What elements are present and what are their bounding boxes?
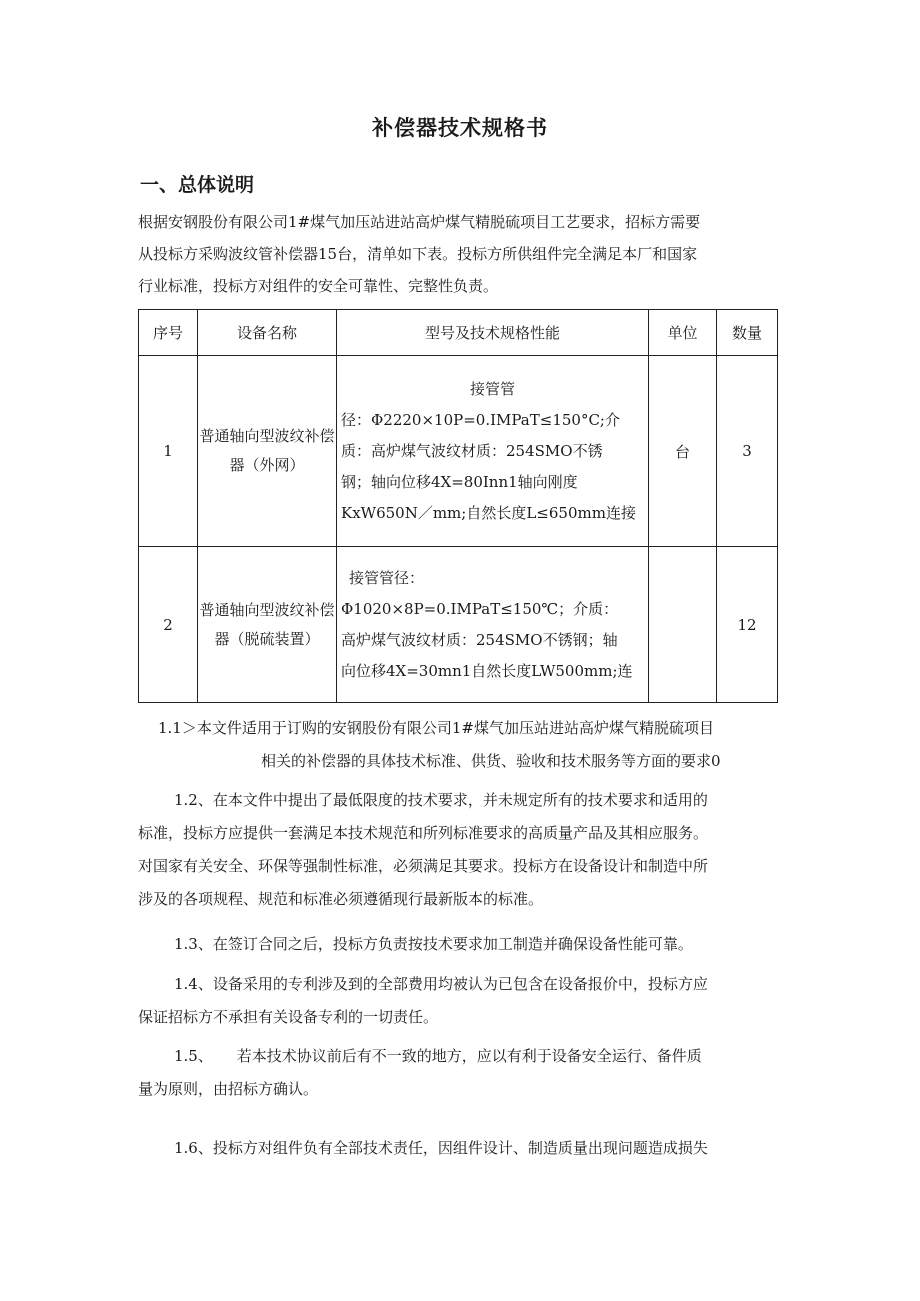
intro-paragraph	[138, 206, 792, 302]
clause-1-2	[138, 784, 794, 916]
clause-line: 标准，投标方应提供一套满足本技术规范和所列标准要求的高质量产品及其相应服务。	[138, 824, 709, 842]
table-row	[139, 547, 778, 703]
clause-1-3	[138, 928, 794, 961]
cell-unit	[649, 547, 717, 703]
clause-line: 1.6、投标方对组件负有全部技术责任，因组件设计、制造质量出现问题造成损失	[174, 1139, 708, 1157]
clause-line: 1.4、设备采用的专利涉及到的全部费用均被认为已包含在设备报价中，投标方应	[174, 975, 708, 993]
cell-qty: 12	[717, 547, 778, 703]
clause-line: 1.1＞本文件适用于订购的安钢股份有限公司1#煤气加压站进站高炉煤气精脱硫项目	[158, 719, 714, 737]
section-heading: 一、总体说明	[140, 174, 255, 196]
clause-line: 1.3、在签订合同之后，投标方负责按技术要求加工制造并确保设备性能可靠。	[174, 935, 693, 953]
spec-line: Φ1020×8P=0.IMPaT≤150℃；介质：	[341, 599, 619, 618]
spec-line: 接管管	[469, 379, 515, 398]
clause-1-1	[138, 712, 794, 778]
spec-line: 质：高炉煤气波纹材质：254SMO不锈	[341, 441, 603, 460]
header-name: 设备名称	[198, 310, 337, 356]
header-qty: 数量	[717, 310, 778, 356]
clause-line: 保证招标方不承担有关设备专利的一切责任。	[138, 1008, 439, 1026]
cell-name: 普通轴向型波纹补偿器（外网）	[198, 356, 337, 547]
clause-1-5	[138, 1040, 794, 1106]
header-no: 序号	[139, 310, 198, 356]
cell-spec	[337, 356, 649, 547]
spec-line: 径：Φ2220×10P=0.IMPaT≤150°C;介	[341, 410, 620, 429]
clause-line: 量为原则，由招标方确认。	[138, 1080, 319, 1098]
cell-qty: 3	[717, 356, 778, 547]
clause-line: 涉及的各项规程、规范和标准必须遵循现行最新版本的标准。	[138, 890, 544, 908]
cell-spec	[337, 547, 649, 703]
intro-line: 从投标方采购波纹管补偿器15台，清单如下表。投标方所供组件完全满足本厂和国家	[138, 245, 698, 263]
spec-line: 高炉煤气波纹材质：254SMO不锈钢；轴	[341, 630, 618, 649]
cell-name: 普通轴向型波纹补偿器（脱硫装置）	[198, 547, 337, 703]
clause-1-4	[138, 968, 794, 1034]
page-title: 补偿器技术规格书	[372, 116, 548, 140]
spec-line: 向位移4X=30mn1自然长度LW500mm;连	[341, 661, 633, 680]
clause-line: 1.5、 若本技术协议前后有不一致的地方，应以有利于设备安全运行、备件质	[174, 1047, 702, 1065]
spec-line: 接管管径：	[349, 568, 425, 587]
header-spec: 型号及技术规格性能	[337, 310, 649, 356]
intro-line: 根据安钢股份有限公司1#煤气加压站进站高炉煤气精脱硫项目工艺要求，招标方需要	[138, 213, 701, 231]
spec-line: 钢；轴向位移4X=80Inn1轴向刚度	[341, 472, 578, 491]
clause-1-6	[138, 1132, 794, 1165]
spec-line: KxW650N／mm;自然长度L≤650mm连接	[341, 503, 636, 522]
table-row	[139, 356, 778, 547]
cell-no: 1	[139, 356, 198, 547]
intro-line: 行业标准，投标方对组件的安全可靠性、完整性负责。	[138, 277, 499, 295]
clause-line: 对国家有关安全、环保等强制性标准，必须满足其要求。投标方在设备设计和制造中所	[138, 857, 709, 875]
equipment-table	[138, 309, 778, 703]
header-unit: 单位	[649, 310, 717, 356]
clause-line: 1.2、在本文件中提出了最低限度的技术要求，并未规定所有的技术要求和适用的	[174, 791, 708, 809]
clause-line: 相关的补偿器的具体技术标准、供货、验收和技术服务等方面的要求0	[261, 752, 721, 770]
cell-no: 2	[139, 547, 198, 703]
table-header-row	[139, 310, 778, 356]
cell-unit: 台	[649, 356, 717, 547]
